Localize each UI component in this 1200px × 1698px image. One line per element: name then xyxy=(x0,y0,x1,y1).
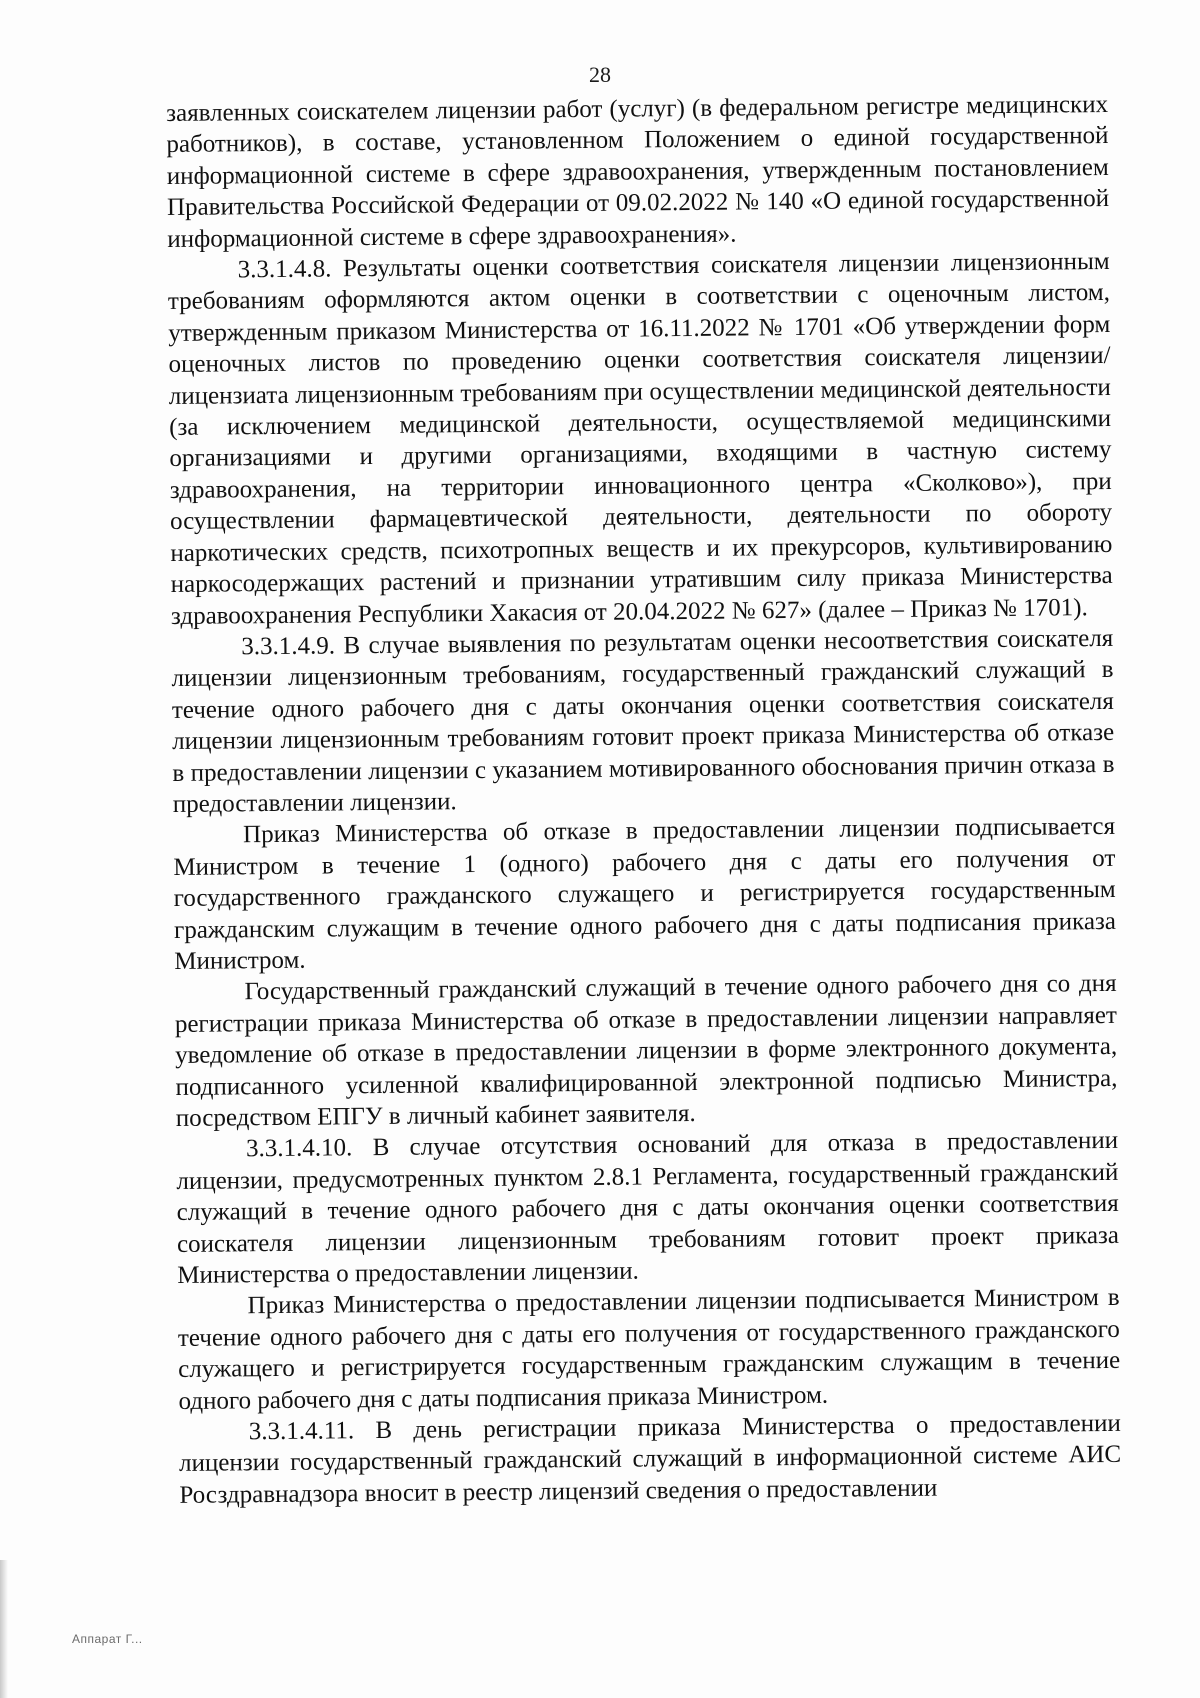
paragraph-continuation: заявленных соискателем лицензии работ (услуг) (в федеральном регистре медицинских работников), в составе, установленном Положением о единой государственной информационной системе в сфере здравоохранения, утвержденным постановлением Правительства Российской Федерации от 09.02.2022 № 140 «О единой государственной информационной системе в сфере здравоохранения». xyxy=(166,90,1110,253)
paragraph-3-3-1-4-10: 3.3.1.4.10. В случае отсутствия оснований для отказа в предоставлении лицензии, предусмотренных пунктом 2.8.1 Регламента, государственный гражданский служащий в течение одного рабочего дня с даты окончания оценки соответствия соискателя лицензии лицензионным требованиям готовит проект приказа Министерства о предоставлении лицензии. xyxy=(176,1127,1120,1289)
paragraph-3-3-1-4-9: 3.3.1.4.9. В случае выявления по результатам оценки несоответствия соискателя лицензии лицензионным требованиям, государственный гражданский служащий в течение одного рабочего дня с даты окончания оценки соответствия соискателя лицензии лицензионным требованиям готовит проект приказа Министерства об отказе в предоставлении лицензии с указанием мотивированного обоснования причин отказа в предоставлении лицензии. xyxy=(171,624,1115,818)
document-body xyxy=(166,89,1122,1511)
paragraph-3-3-1-4-8: 3.3.1.4.8. Результаты оценки соответствия соискателя лицензии лицензионным требованиям оформляются актом оценки в соответствии с оценочным листом, утвержденным приказом Министерства от 16.11.2022 № 1701 «Об утверждении форм оценочных листов по проведению оценки соответствия соискателя лицензии/лицензиата лицензионным требованиям при осуществлении медицинской деятельности (за исключением медицинской деятельности, осуществляемой медицинскими организациями и другими организациями, входящими в частную систему здравоохранения, на территории инновационного центра «Сколково»), при осуществлении фармацевтической деятельности, деятельности по обороту наркотических средств, психотропных веществ и их прекурсоров, культивированию наркосодержащих растений и признании утратившим силу приказа Министерства здравоохранения Республики Хакасия от 20.04.2022 № 627» (далее – Приказ № 1701). xyxy=(167,247,1113,630)
paragraph-grant-order-signing: Приказ Министерства о предоставлении лицензии подписывается Министром в течение одного рабочего дня с даты его получения от государственного гражданского служащего и регистрируется государственным гражданским служащим в течение одного рабочего дня с даты подписания приказа Министром. xyxy=(177,1284,1121,1415)
page-number: 28 xyxy=(589,62,611,87)
paragraph-refusal-notification: Государственный гражданский служащий в течение одного рабочего дня со дня регистрации приказа Министерства об отказе в предоставлении лицензии направляет уведомление об отказе в предоставлении лицензии в форме электронного документа, подписанного усиленной квалифицированной электронной подписью Министра, посредством ЕПГУ в личный кабинет заявителя. xyxy=(174,970,1118,1132)
footer-stamp-mark: Аппарат Г... xyxy=(72,1632,143,1646)
paragraph-refusal-order-signing: Приказ Министерства об отказе в предоставлении лицензии подписывается Министром в течение 1 (одного) рабочего дня с даты его получения от государственного гражданского служащего и регистрируется государственным гражданским служащим в течение одного рабочего дня с даты подписания приказа Министром. xyxy=(173,813,1117,975)
scan-edge-shadow xyxy=(0,1560,8,1698)
paragraph-3-3-1-4-11: 3.3.1.4.11. В день регистрации приказа Министерства о предоставлении лицензии государственный гражданский служащий в информационной системе АИС Росздравнадзора вносит в реестр лицензий сведения о предоставлении xyxy=(178,1409,1122,1509)
